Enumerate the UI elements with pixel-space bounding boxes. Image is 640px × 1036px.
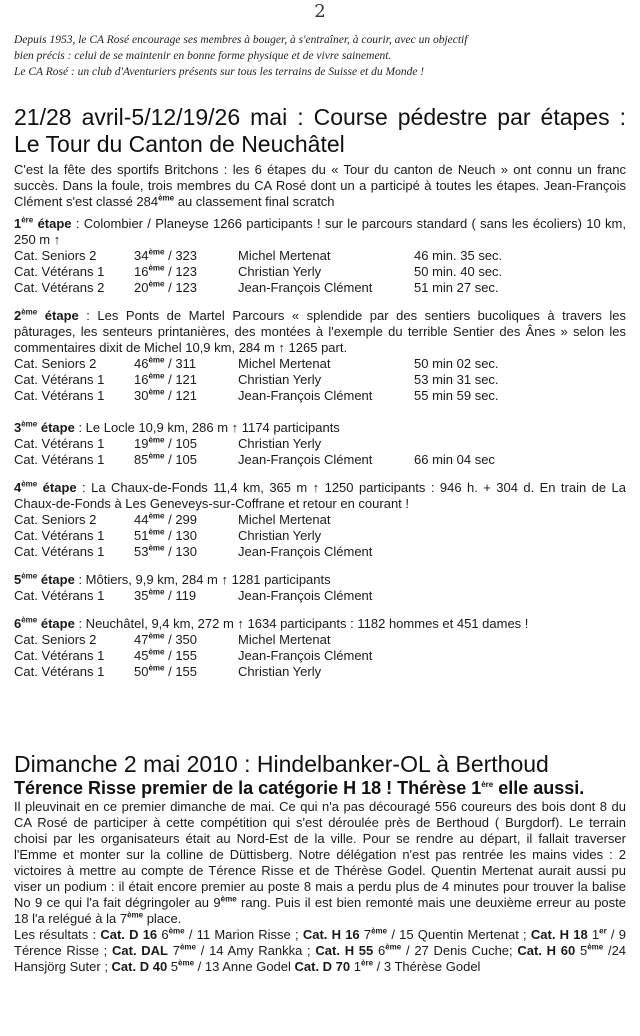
result-row bbox=[14, 388, 626, 404]
result-name: Jean-François Clément bbox=[238, 280, 373, 295]
rank-sup: ème bbox=[148, 511, 165, 521]
result-rank bbox=[134, 588, 238, 604]
stage-description: : Les Ponts de Martel Parcours « splendide par des sentiers bucoliques à travers les pâturages, les senteurs printanières, des montées à l'exemple du terrible Sentier des Ânes » selon les commentaires dixit de Michel 10,9 km, 284 m ↑ 1265 part. bbox=[14, 308, 626, 355]
subtitle-sup: ère bbox=[481, 780, 494, 789]
result-rank bbox=[134, 280, 238, 296]
result-name: Christian Yerly bbox=[238, 664, 322, 679]
intro-line: bien précis : celui de se maintenir en bonne forme physique et de vivre sainement. bbox=[14, 50, 392, 62]
result-rest: / 3 Thérèse Godel bbox=[373, 959, 481, 974]
result-row bbox=[14, 372, 626, 388]
result-rank bbox=[134, 452, 238, 468]
rank-sup: ème bbox=[179, 942, 196, 952]
rank-sup: ème bbox=[371, 926, 388, 936]
rank-number: 51 bbox=[134, 528, 149, 543]
result-rest: / 15 Quentin Mertenat ; bbox=[387, 927, 531, 942]
rank-sup: er bbox=[599, 926, 607, 936]
result-row bbox=[14, 452, 626, 468]
result-row bbox=[14, 588, 626, 604]
rank-number: 20 bbox=[134, 280, 149, 295]
stage-section bbox=[14, 308, 626, 404]
rank-number: 35 bbox=[134, 588, 149, 603]
intro-line: Depuis 1953, le CA Rosé encourage ses membres à bouger, à s'entraîner, à courir, avec un objectif bbox=[14, 34, 468, 46]
rank-sup: ère bbox=[361, 958, 374, 968]
rank-total: / 323 bbox=[164, 248, 198, 263]
result-category: Cat. Seniors 2 bbox=[14, 632, 97, 647]
result-rest: / 11 Marion Risse ; bbox=[184, 927, 303, 942]
rank-number: 16 bbox=[134, 372, 149, 387]
rank-sup: ème bbox=[148, 663, 165, 673]
result-rank: 1 bbox=[350, 959, 361, 974]
article-tour-neuchatel bbox=[14, 104, 626, 680]
rank-total: / 130 bbox=[164, 528, 198, 543]
stage-number: 6 bbox=[14, 616, 22, 631]
result-name: Christian Yerly bbox=[238, 372, 322, 387]
lead-text: au classement final scratch bbox=[174, 194, 335, 209]
stage-list bbox=[14, 216, 626, 680]
body-text: rang. Puis il est bien remonté mais une deuxième erreur au poste 18 l'a relégué à la 7 bbox=[14, 895, 626, 926]
result-entry bbox=[100, 927, 303, 942]
result-category: Cat. Vétérans 1 bbox=[14, 544, 105, 559]
page-number: 2 bbox=[314, 1, 326, 22]
rank-total: / 105 bbox=[164, 452, 198, 467]
body-text: Il pleuvinait en ce premier dimanche de mai. Ce qui n'a pas découragé 556 coureurs des bois dont 8 du CA Rosé de participer à cette compétition qui s'est déroulée près de Berthoud ( Burgdorf). Le terrain choisi par les organisateurs était au Nord-Est de la ville. Pour se rendre au départ, il fallait traverser l'Emme et monter sur la colline de Düttisberg. Notre délégation n'est pas rentrée les mains vides : 2 victoires à mettre au compte de Térence Risse et de Thérèse Godel. Quentin Mertenat aurait aussi pu viser un podium : il était encore premier au poste 8 mais a perdu plus de 4 minutes pour trouver la balise No 9 ce qui l'a fait dégringoler au 9 bbox=[14, 799, 626, 910]
intro-line: Le CA Rosé : un club d'Aventuriers présents sur tous les terrains de Suisse et du Monde ! bbox=[14, 66, 425, 78]
result-entry bbox=[295, 959, 481, 974]
result-time: 53 min 31 sec. bbox=[414, 372, 499, 387]
result-category: Cat. Vétérans 1 bbox=[14, 588, 105, 603]
result-row bbox=[14, 264, 626, 280]
club-intro bbox=[14, 32, 630, 80]
rank-total: / 311 bbox=[164, 356, 197, 371]
result-category: Cat. H 60 bbox=[517, 943, 576, 958]
article-title: Dimanche 2 mai 2010 : Hindelbanker-OL à Berthoud bbox=[14, 751, 549, 777]
result-rank: 5 bbox=[167, 959, 179, 974]
result-name: Michel Mertenat bbox=[238, 248, 331, 263]
rank-sup: ème bbox=[148, 371, 165, 381]
result-category: Cat. H 16 bbox=[302, 927, 360, 942]
result-rank: 6 bbox=[373, 943, 386, 958]
rank-sup: ème bbox=[587, 942, 604, 952]
stage-header bbox=[14, 480, 626, 512]
rank-sup: ème bbox=[148, 435, 165, 445]
stage-sup: ème bbox=[21, 479, 38, 489]
rank-sup: ème bbox=[148, 247, 165, 257]
result-category: Cat. Vétérans 1 bbox=[14, 372, 105, 387]
result-name: Jean-François Clément bbox=[238, 544, 373, 559]
result-time: 46 min. 35 sec. bbox=[414, 248, 503, 263]
stage-header bbox=[14, 420, 626, 436]
result-row bbox=[14, 512, 626, 528]
body-sup: ème bbox=[127, 910, 144, 920]
result-name: Jean-François Clément bbox=[238, 588, 373, 603]
result-time: 55 min 59 sec. bbox=[414, 388, 499, 403]
result-row bbox=[14, 356, 626, 372]
rank-total: / 130 bbox=[164, 544, 198, 559]
result-rank bbox=[134, 264, 238, 280]
result-category: Cat. Vétérans 2 bbox=[14, 280, 105, 295]
stage-number: 4 bbox=[14, 480, 22, 495]
rank-number: 16 bbox=[134, 264, 149, 279]
rank-total: / 123 bbox=[164, 280, 198, 295]
stage-header bbox=[14, 216, 626, 248]
stage-sup: ème bbox=[21, 307, 38, 317]
result-time: 50 min. 40 sec. bbox=[414, 264, 503, 279]
result-category: Cat. H 18 bbox=[530, 927, 588, 942]
rank-sup: ème bbox=[148, 631, 165, 641]
stage-label: étape bbox=[40, 572, 75, 587]
rank-number: 47 bbox=[134, 632, 149, 647]
result-name: Jean-François Clément bbox=[238, 648, 373, 663]
rank-total: / 299 bbox=[164, 512, 198, 527]
article-title: 21/28 avril-5/12/19/26 mai : Course pédestre par étapes : Le Tour du Canton de Neuchâtel bbox=[14, 104, 626, 157]
rank-total: / 105 bbox=[164, 436, 198, 451]
body-text: place. bbox=[143, 911, 182, 926]
rank-sup: ème bbox=[148, 543, 165, 553]
result-name: Christian Yerly bbox=[238, 264, 322, 279]
result-category: Cat. D 16 bbox=[100, 927, 158, 942]
rank-number: 44 bbox=[134, 512, 149, 527]
stage-number: 3 bbox=[14, 420, 22, 435]
stage-sup: ème bbox=[21, 615, 38, 625]
result-category: Cat. Vétérans 1 bbox=[14, 388, 105, 403]
rank-total: / 155 bbox=[164, 664, 198, 679]
result-rank bbox=[134, 632, 238, 648]
result-category: Cat. D 40 bbox=[111, 959, 168, 974]
result-rank bbox=[134, 544, 238, 560]
stage-sup: ème bbox=[21, 571, 38, 581]
result-time: 51 min 27 sec. bbox=[414, 280, 499, 295]
result-name: Jean-François Clément bbox=[238, 388, 373, 403]
rank-number: 85 bbox=[134, 452, 149, 467]
result-rest: / 13 Anne Godel bbox=[194, 959, 295, 974]
result-row bbox=[14, 664, 626, 680]
stage-description: : La Chaux-de-Fonds 11,4 km, 365 m ↑ 1250 participants : 946 h. + 304 d. En train de La Chaux-de-Fonds à Les Geneveys-sur-Coffrane et retour en courant ! bbox=[14, 480, 626, 511]
stage-header bbox=[14, 308, 626, 356]
result-category: Cat. Seniors 2 bbox=[14, 248, 97, 263]
result-rest: / 27 Denis Cuche; bbox=[401, 943, 518, 958]
rank-sup: ème bbox=[148, 387, 165, 397]
result-entry bbox=[112, 959, 295, 974]
stage-number: 1 bbox=[14, 216, 22, 231]
lead-text: C'est la fête des sportifs Britchons : les 6 étapes du « Tour du canton de Neuch » ont connu un franc succès. Dans la foule, trois membres du CA Rosé dont un a participé à toutes les étapes. Jean-François Clément s'est classé 284 bbox=[14, 162, 626, 209]
result-row bbox=[14, 248, 626, 264]
stage-description: : Le Locle 10,9 km, 286 m ↑ 1174 participants bbox=[74, 420, 340, 435]
result-name: Christian Yerly bbox=[238, 528, 322, 543]
result-entry bbox=[112, 943, 315, 958]
stage-number: 2 bbox=[14, 308, 22, 323]
result-rank bbox=[134, 512, 238, 528]
rank-sup: ème bbox=[148, 647, 165, 657]
result-name: Christian Yerly bbox=[238, 436, 322, 451]
rank-sup: ème bbox=[148, 587, 165, 597]
result-time: 66 min 04 sec bbox=[414, 452, 495, 467]
body-sup: ème bbox=[220, 894, 237, 904]
rank-number: 53 bbox=[134, 544, 149, 559]
result-category: Cat. Vétérans 1 bbox=[14, 648, 105, 663]
stage-label: étape bbox=[42, 480, 77, 495]
result-row bbox=[14, 436, 626, 452]
result-row bbox=[14, 528, 626, 544]
rank-number: 50 bbox=[134, 664, 149, 679]
result-rank bbox=[134, 356, 238, 372]
rank-sup: ème bbox=[385, 942, 402, 952]
result-row bbox=[14, 280, 626, 296]
rank-total: / 121 bbox=[164, 372, 198, 387]
subtitle-text: Térence Risse premier de la catégorie H 18 ! Thérèse 1 bbox=[14, 778, 482, 798]
stage-sup: ème bbox=[21, 419, 38, 429]
result-rank: 7 bbox=[359, 927, 372, 942]
result-rest: /24 Hansjörg Suter ; bbox=[14, 943, 627, 974]
stage-description: : Neuchâtel, 9,4 km, 272 m ↑ 1634 participants : 1182 hommes et 451 dames ! bbox=[74, 616, 529, 631]
rank-sup: ème bbox=[148, 355, 165, 365]
stage-section bbox=[14, 616, 626, 680]
stage-number: 5 bbox=[14, 572, 22, 587]
result-name: Jean-François Clément bbox=[238, 452, 373, 467]
stage-section bbox=[14, 480, 626, 560]
result-row bbox=[14, 648, 626, 664]
result-time: 50 min 02 sec. bbox=[414, 356, 499, 371]
result-name: Michel Mertenat bbox=[238, 356, 331, 371]
stage-section bbox=[14, 216, 626, 296]
result-name: Michel Mertenat bbox=[238, 512, 331, 527]
rank-number: 45 bbox=[134, 648, 149, 663]
result-rank bbox=[134, 648, 238, 664]
stage-section bbox=[14, 572, 626, 604]
result-rank bbox=[134, 372, 238, 388]
result-category: Cat. Vétérans 1 bbox=[14, 452, 105, 467]
article-body bbox=[14, 799, 626, 927]
rank-sup: ème bbox=[168, 926, 185, 936]
results-paragraph bbox=[14, 927, 626, 975]
result-rest: / 9 Térence Risse ; bbox=[14, 927, 626, 958]
result-rest: / 14 Amy Rankka ; bbox=[196, 943, 316, 958]
result-rank: 7 bbox=[168, 943, 180, 958]
rank-sup: ème bbox=[148, 279, 165, 289]
stage-description: : Môtiers, 9,9 km, 284 m ↑ 1281 participants bbox=[74, 572, 331, 587]
rank-total: / 123 bbox=[164, 264, 198, 279]
stage-sup: ère bbox=[21, 215, 34, 225]
stage-section bbox=[14, 420, 626, 468]
rank-total: / 121 bbox=[164, 388, 198, 403]
rank-sup: ème bbox=[148, 451, 165, 461]
article-lead bbox=[14, 162, 626, 210]
result-category: Cat. Seniors 2 bbox=[14, 512, 97, 527]
result-rank: 1 bbox=[587, 927, 600, 942]
article-subtitle bbox=[14, 778, 626, 799]
stage-label: étape bbox=[37, 216, 72, 231]
result-category: Cat. Vétérans 1 bbox=[14, 528, 105, 543]
rank-sup: ème bbox=[178, 958, 195, 968]
result-rank bbox=[134, 664, 238, 680]
stage-header bbox=[14, 616, 626, 632]
result-rank: 5 bbox=[575, 943, 588, 958]
result-rank bbox=[134, 248, 238, 264]
result-category: Cat. Vétérans 1 bbox=[14, 664, 105, 679]
result-name: Michel Mertenat bbox=[238, 632, 331, 647]
rank-number: 19 bbox=[134, 436, 149, 451]
lead-sup: ème bbox=[158, 193, 175, 203]
result-entry bbox=[315, 943, 517, 958]
result-row bbox=[14, 544, 626, 560]
stage-description: : Colombier / Planeyse 1266 participants ! sur le parcours standard ( sans les écoliers) 10 km, 250 m ↑ bbox=[14, 216, 626, 247]
rank-total: / 350 bbox=[164, 632, 198, 647]
result-category: Cat. Seniors 2 bbox=[14, 356, 97, 371]
article-hindelbanker bbox=[14, 751, 626, 975]
result-category: Cat. DAL bbox=[112, 943, 169, 958]
rank-sup: ème bbox=[148, 263, 165, 273]
result-category: Cat. Vétérans 1 bbox=[14, 264, 105, 279]
result-category: Cat. D 70 bbox=[294, 959, 351, 974]
stage-header bbox=[14, 572, 626, 588]
result-rank bbox=[134, 388, 238, 404]
rank-number: 46 bbox=[134, 356, 149, 371]
subtitle-text: elle aussi. bbox=[493, 778, 585, 798]
result-rank bbox=[134, 436, 238, 452]
rank-number: 30 bbox=[134, 388, 149, 403]
rank-sup: ème bbox=[148, 527, 165, 537]
stage-label: étape bbox=[40, 420, 75, 435]
result-category: Cat. H 55 bbox=[315, 943, 374, 958]
stage-label: étape bbox=[44, 308, 79, 323]
result-row bbox=[14, 632, 626, 648]
rank-number: 34 bbox=[134, 248, 149, 263]
results-label: Les résultats : bbox=[14, 927, 101, 942]
rank-total: / 119 bbox=[164, 588, 197, 603]
stage-label: étape bbox=[40, 616, 75, 631]
result-rank: 6 bbox=[157, 927, 169, 942]
result-rank bbox=[134, 528, 238, 544]
rank-total: / 155 bbox=[164, 648, 198, 663]
result-category: Cat. Vétérans 1 bbox=[14, 436, 105, 451]
result-entry bbox=[303, 927, 531, 942]
